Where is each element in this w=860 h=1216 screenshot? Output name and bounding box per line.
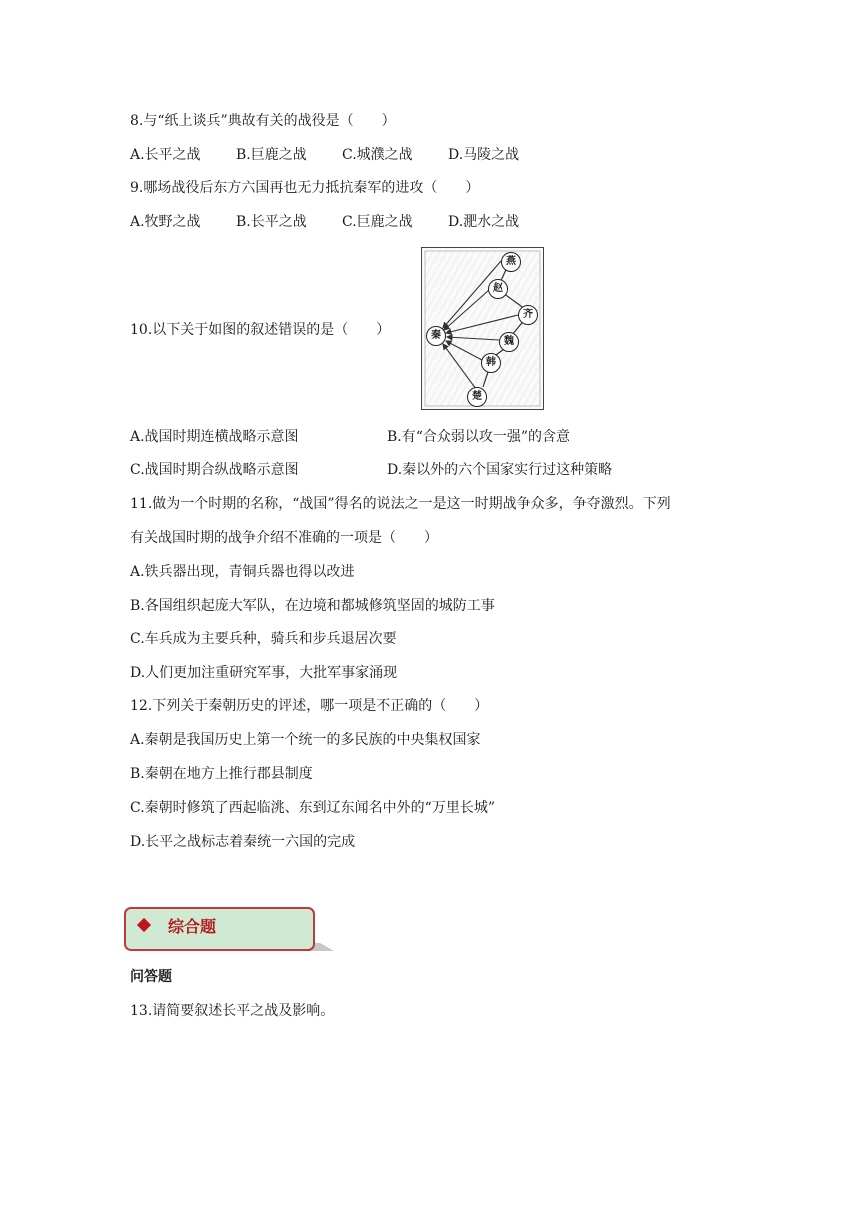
- state-label-han: 韩: [481, 353, 501, 373]
- q12-option-a: A.秦朝是我国历史上第一个统一的多民族的中央集权国家: [130, 732, 481, 748]
- q9-option-b: B.长平之战: [236, 214, 307, 230]
- q11-option-b: B.各国组织起庞大军队，在边境和都城修筑坚固的城防工事: [130, 598, 495, 614]
- q9-stem: 9.哪场战役后东方六国再也无力抵抗秦军的进攻（ ）: [130, 180, 480, 196]
- q10-option-d: D.秦以外的六个国家实行过这种策略: [387, 462, 613, 478]
- q9-option-a: A.牧野之战: [130, 214, 201, 230]
- q9-option-d: D.淝水之战: [448, 214, 520, 230]
- section-banner: [124, 907, 334, 953]
- q9-option-c: C.巨鹿之战: [342, 214, 413, 230]
- q12-option-b: B.秦朝在地方上推行郡县制度: [130, 766, 313, 782]
- q12-option-d: D.长平之战标志着秦统一六国的完成: [130, 834, 356, 850]
- q8-option-d: D.马陵之战: [448, 147, 520, 163]
- q12-option-c: C.秦朝时修筑了西起临洮、东到辽东闻名中外的“万里长城”: [130, 800, 495, 816]
- q8-option-a: A.长平之战: [130, 147, 201, 163]
- banner-box: [124, 907, 315, 951]
- state-label-chu: 楚: [467, 387, 487, 407]
- q11-stem-line-1: 11.做为一个时期的名称，“战国”得名的说法之一是这一时期战争众多，争夺激烈。下列: [130, 496, 671, 512]
- state-label-yan: 燕: [501, 252, 521, 272]
- state-label-qin: 秦: [426, 326, 446, 346]
- q11-option-a: A.铁兵器出现，青铜兵器也得以改进: [130, 564, 355, 580]
- q13-stem: 13.请简要叙述长平之战及影响。: [130, 1003, 335, 1019]
- alliance-diagram: [421, 247, 544, 410]
- q8-option-b: B.巨鹿之战: [236, 147, 307, 163]
- q8-stem: 8.与“纸上谈兵”典故有关的战役是（ ）: [130, 113, 396, 129]
- q10-option-b: B.有“合众弱以攻一强”的含意: [387, 429, 571, 445]
- state-label-qi: 齐: [518, 305, 538, 325]
- q11-stem-line-2: 有关战国时期的战争介绍不准确的一项是（ ）: [130, 530, 438, 546]
- q10-option-a: A.战国时期连横战略示意图: [130, 429, 299, 445]
- q11-option-d: D.人们更加注重研究军事，大批军事家涌现: [130, 665, 398, 681]
- q10-stem: 10.以下关于如图的叙述错误的是（ ）: [130, 322, 391, 338]
- state-label-zhao: 赵: [488, 279, 508, 299]
- q11-option-c: C.车兵成为主要兵种，骑兵和步兵退居次要: [130, 631, 397, 647]
- q12-stem: 12.下列关于秦朝历史的评述，哪一项是不正确的（ ）: [130, 698, 489, 714]
- section-subheader: 问答题: [130, 969, 172, 985]
- section-title: 综合题: [168, 917, 217, 936]
- q10-option-c: C.战国时期合纵战略示意图: [130, 462, 299, 478]
- q8-option-c: C.城濮之战: [342, 147, 413, 163]
- state-label-wei: 魏: [499, 332, 519, 352]
